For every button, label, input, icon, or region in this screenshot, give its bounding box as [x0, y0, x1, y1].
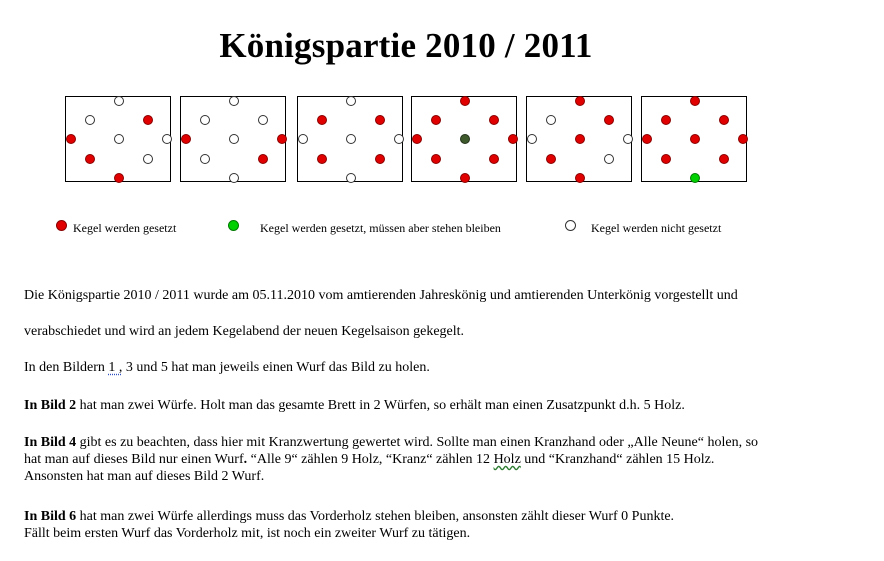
pin-empty-icon	[623, 134, 633, 144]
pin-empty-icon	[346, 134, 356, 144]
pin-set-icon	[604, 115, 614, 125]
rule-text: 3 und 5 hat man jeweils einen Wurf das Bild zu holen.	[122, 360, 430, 375]
pin-empty-icon	[346, 96, 356, 106]
pin-kranz-center-icon	[460, 134, 470, 144]
legend-item-set	[56, 221, 176, 236]
pin-set-icon	[277, 134, 287, 144]
rule-line	[24, 508, 874, 525]
rule-heading: In Bild 6	[24, 509, 77, 524]
pin-set-icon	[738, 134, 748, 144]
pin-empty-icon	[200, 154, 210, 164]
rule-images-1-3-5	[24, 359, 874, 376]
rule-text: und “Kranzhand“ zählen 15 Holz.	[520, 452, 715, 467]
pin-diagrams	[0, 0, 884, 200]
pin-set-icon	[460, 173, 470, 183]
page-title: Königspartie 2010 / 2011	[219, 26, 593, 65]
white-dot-icon	[565, 220, 576, 231]
pin-set-icon	[489, 154, 499, 164]
pin-set-icon	[460, 96, 470, 106]
pin-empty-icon	[604, 154, 614, 164]
pin-set-icon	[317, 154, 327, 164]
pin-empty-icon	[162, 134, 172, 144]
pin-set-icon	[719, 115, 729, 125]
pin-board-3	[297, 96, 403, 182]
pin-empty-icon	[143, 154, 153, 164]
pin-set-icon	[431, 115, 441, 125]
rule-text: “Alle 9“ zählen 9 Holz, “Kranz“ zählen 12	[247, 452, 494, 467]
rule-image-6	[24, 508, 874, 542]
pin-set-icon	[661, 115, 671, 125]
pin-empty-icon	[114, 96, 124, 106]
pin-empty-icon	[229, 96, 239, 106]
rule-image-2	[24, 397, 874, 414]
pin-set-icon	[719, 154, 729, 164]
pin-empty-icon	[258, 115, 268, 125]
rule-text: .	[243, 452, 248, 467]
pin-empty-icon	[85, 115, 95, 125]
pin-board-4	[411, 96, 517, 182]
rule-heading: In Bild 4	[24, 435, 77, 450]
pin-set-icon	[431, 154, 441, 164]
pin-set-icon	[375, 115, 385, 125]
rule-text: gibt es zu beachten, dass hier mit Kranzwertung gewertet wird. Sollte man einen Kranzhand oder „Alle Neune“ holen, so	[76, 435, 759, 450]
pin-empty-icon	[298, 134, 308, 144]
pin-empty-icon	[546, 115, 556, 125]
pin-set-icon	[690, 134, 700, 144]
pin-set-icon	[575, 173, 585, 183]
pin-set-icon	[489, 115, 499, 125]
pin-set-icon	[575, 134, 585, 144]
legend-item-stay	[228, 221, 501, 236]
pin-set-icon	[317, 115, 327, 125]
rule-line	[24, 451, 874, 468]
pin-board-1	[65, 96, 171, 182]
rule-text: Holz	[493, 452, 521, 467]
pin-set-icon	[546, 154, 556, 164]
rule-line: Ansonsten hat man auf dieses Bild 2 Wurf.	[24, 469, 265, 484]
pin-empty-icon	[346, 173, 356, 183]
pin-set-icon	[85, 154, 95, 164]
pin-set-icon	[412, 134, 422, 144]
rule-text: hat man zwei Würfe. Holt man das gesamte Brett in 2 Würfen, so erhält man einen Zusatzpunkt d.h. 5 Holz.	[76, 398, 685, 413]
intro-line-1: Die Königspartie 2010 / 2011 wurde am 05.11.2010 vom amtierenden Jahreskönig und amtierenden Unterkönig vorgestellt und	[24, 288, 738, 303]
pin-set-icon	[690, 96, 700, 106]
pin-empty-icon	[527, 134, 537, 144]
pin-set-icon	[508, 134, 518, 144]
intro-line-2: verabschiedet und wird an jedem Kegelabend der neuen Kegelsaison gekegelt.	[24, 324, 465, 339]
pin-empty-icon	[229, 134, 239, 144]
pin-board-6	[641, 96, 747, 182]
pin-empty-icon	[200, 115, 210, 125]
rule-line: Fällt beim ersten Wurf das Vorderholz mit, ist noch ein zweiter Wurf zu tätigen.	[24, 526, 471, 541]
pin-empty-icon	[229, 173, 239, 183]
pin-set-icon	[375, 154, 385, 164]
rule-image-4	[24, 434, 874, 485]
pin-set-icon	[66, 134, 76, 144]
rule-text: In den Bildern	[24, 360, 109, 375]
pin-set-icon	[575, 96, 585, 106]
rule-heading: In Bild 2	[24, 398, 77, 413]
rule-text: 1 ,	[108, 360, 123, 375]
pin-set-icon	[114, 173, 124, 183]
pin-empty-icon	[114, 134, 124, 144]
pin-board-2	[180, 96, 286, 182]
rule-text: hat man auf dieses Bild nur einen Wurf	[24, 452, 244, 467]
pin-board-5	[526, 96, 632, 182]
pin-empty-icon	[394, 134, 404, 144]
pin-set-icon	[258, 154, 268, 164]
legend-label-empty: Kegel werden nicht gesetzt	[591, 221, 722, 235]
rule-text: hat man zwei Würfe allerdings muss das Vorderholz stehen bleiben, ansonsten zählt dieser Wurf 0 Punkte.	[76, 509, 675, 524]
pin-stay-icon	[690, 173, 700, 183]
legend-item-empty	[565, 221, 721, 236]
pin-set-icon	[661, 154, 671, 164]
red-dot-icon	[56, 220, 67, 231]
pin-set-icon	[642, 134, 652, 144]
green-dot-icon	[228, 220, 239, 231]
legend-label-set: Kegel werden gesetzt	[73, 221, 177, 235]
pin-set-icon	[143, 115, 153, 125]
pin-set-icon	[181, 134, 191, 144]
legend-label-stay: Kegel werden gesetzt, müssen aber stehen bleiben	[260, 221, 501, 235]
rule-line	[24, 434, 874, 451]
